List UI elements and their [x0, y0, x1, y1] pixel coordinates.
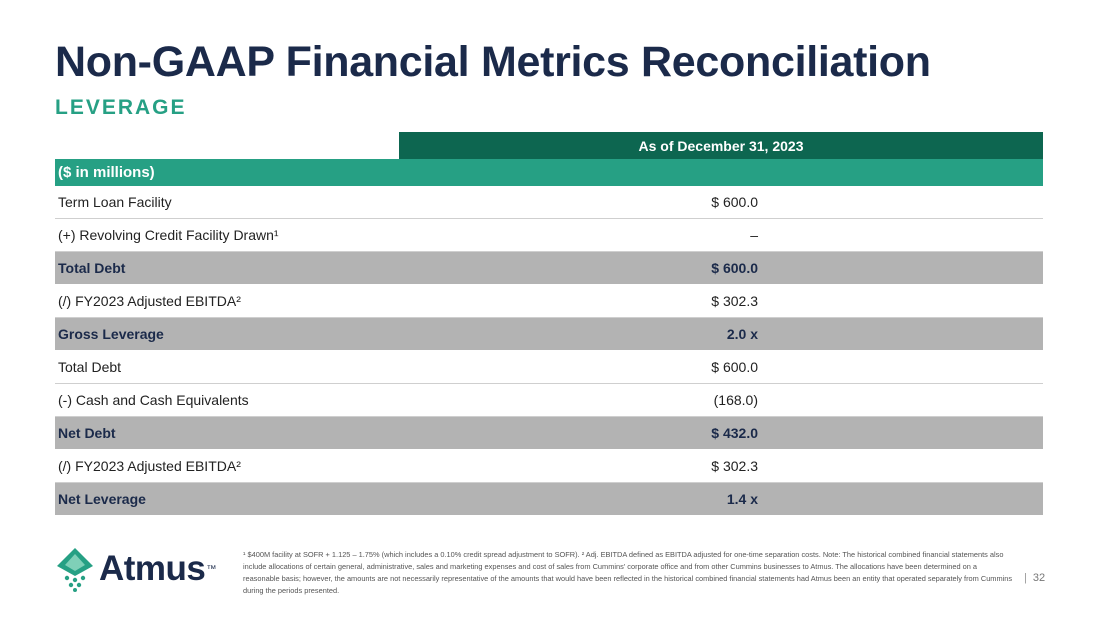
row-label: Term Loan Facility — [58, 194, 172, 210]
row-value: $ 302.3 — [711, 458, 758, 474]
row-value: $ 432.0 — [711, 425, 758, 441]
table-row — [55, 417, 1043, 450]
column-header: As of December 31, 2023 — [399, 132, 1043, 159]
row-value: $ 600.0 — [711, 359, 758, 375]
table-row — [55, 219, 1043, 252]
footnote: ¹ $400M facility at SOFR + 1.125 – 1.75% (which includes a 0.10% credit spread adjustment to SOFR). ² Adj. EBITDA defined as EBITDA adjusted for one-time separation costs. Note: The historical combined financial statements also include allocations of certain general, administrative, sales and marketing expenses and cost of sales from Cummins' corporate office and from other Cummins businesses to Atmus. The allocations have been determined on a reasonable basis; however, the amounts are not necessarily representative of the amounts that would have been reflected in the historical combined financial statements had Atmus been an entity that operated separately from Cummins during the periods presented. — [243, 550, 1013, 595]
page-number-value: 32 — [1032, 572, 1046, 584]
table-row — [55, 384, 1043, 417]
row-label: Gross Leverage — [58, 326, 164, 342]
atmus-logo-icon — [55, 546, 95, 592]
row-label: (+) Revolving Credit Facility Drawn¹ — [58, 227, 279, 243]
row-value: – — [750, 227, 758, 243]
table-row — [55, 483, 1043, 516]
logo-wordmark: Atmus — [99, 549, 206, 588]
units-row: ($ in millions) — [55, 159, 1043, 186]
row-value: 2.0 x — [726, 326, 758, 342]
section-subtitle: LEVERAGE — [55, 96, 187, 119]
row-label: (-) Cash and Cash Equivalents — [58, 392, 249, 408]
page-number — [1024, 572, 1045, 584]
page-divider: | — [1024, 572, 1027, 584]
company-logo — [55, 546, 216, 592]
row-label: Total Debt — [58, 260, 126, 276]
page-title: Non-GAAP Financial Metrics Reconciliation — [55, 38, 931, 86]
table-row — [55, 351, 1043, 384]
table-row — [55, 285, 1043, 318]
row-value: $ 302.3 — [711, 293, 758, 309]
row-value: $ 600.0 — [711, 260, 758, 276]
row-label: (/) FY2023 Adjusted EBITDA² — [58, 458, 241, 474]
table-row — [55, 318, 1043, 351]
row-label: Total Debt — [58, 359, 122, 375]
trademark-symbol: ™ — [206, 563, 217, 575]
table-row — [55, 252, 1043, 285]
table-body — [55, 186, 1043, 516]
row-value: $ 600.0 — [711, 194, 758, 210]
row-label: Net Debt — [58, 425, 116, 441]
table-row — [55, 186, 1043, 219]
table-row — [55, 450, 1043, 483]
row-value: (168.0) — [713, 392, 758, 408]
row-label: Net Leverage — [58, 491, 146, 507]
row-value: 1.4 x — [726, 491, 758, 507]
leverage-table — [55, 132, 1043, 516]
row-label: (/) FY2023 Adjusted EBITDA² — [58, 293, 241, 309]
